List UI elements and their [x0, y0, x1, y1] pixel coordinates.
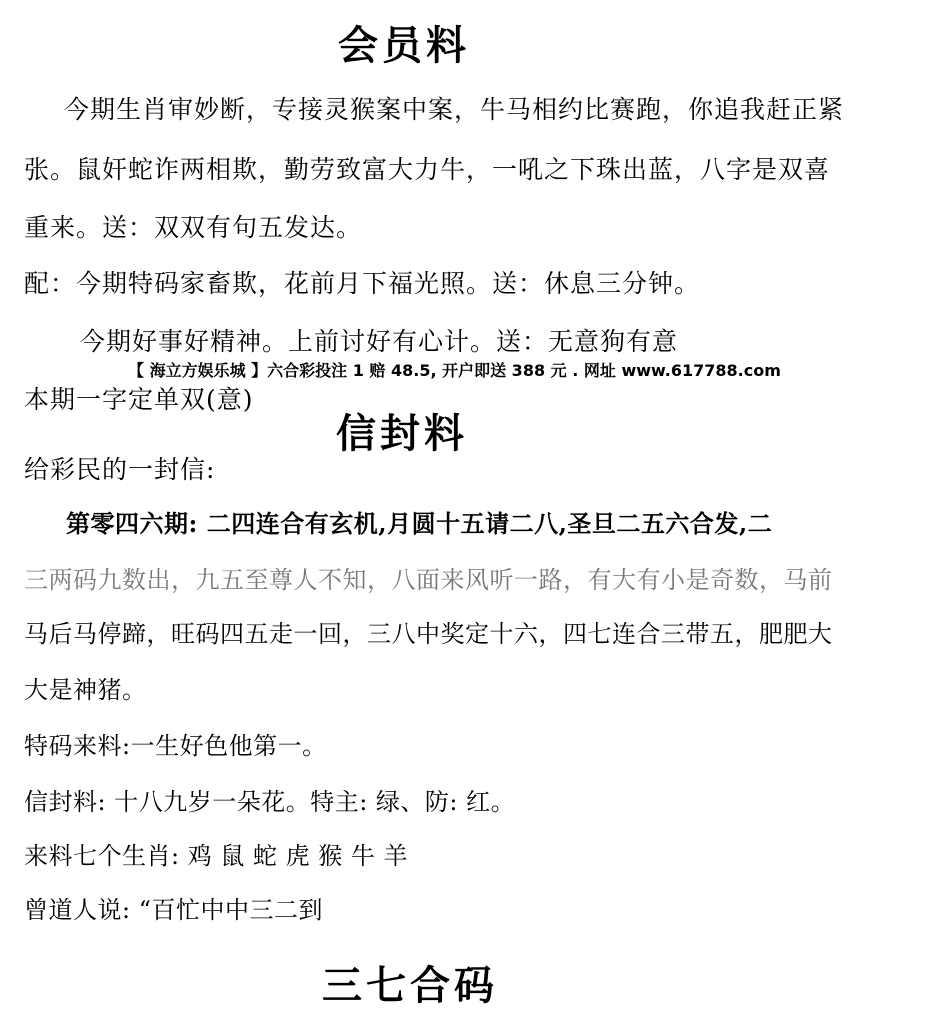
single-double-line: 本期一字定单双(意) — [24, 385, 254, 414]
member-line-5: 今期好事好精神。上前讨好有心计。送：无意狗有意 — [80, 327, 679, 356]
member-line-1: 今期生肖审妙断，专接灵猴案中案，牛马相约比赛跑，你追我赶正紧 — [64, 95, 845, 124]
envelope-line: 信封料: 十八九岁一朵花。特主: 绿、防: 红。 — [24, 788, 516, 816]
section-title-member: 会员料 — [338, 22, 470, 69]
daoist-line: 曾道人说: “百忙中中三二到 — [24, 896, 323, 924]
envelope-para-line-2: 三两码九数出，九五至尊人不知，八面来风听一路，有大有小是奇数，马前 — [24, 566, 833, 594]
envelope-para-line-4: 大是神猪。 — [24, 676, 147, 704]
envelope-para-line-1: 第零四六期: 二四连合有玄机,月圆十五请二八,圣旦二五六合发,二 — [66, 509, 773, 538]
special-code-line: 特码来料:一生好色他第一。 — [24, 732, 327, 760]
section-title-envelope: 信封料 — [336, 410, 468, 457]
section-title-37-codes: 三七合码 — [322, 962, 498, 1009]
member-line-3: 重来。送：双双有句五发达。 — [24, 213, 363, 242]
member-line-4: 配：今期特码家畜欺，花前月下福光照。送：休息三分钟。 — [24, 269, 701, 298]
envelope-greeting: 给彩民的一封信: — [24, 455, 216, 484]
member-line-2: 张。鼠奸蛇诈两相欺，勤劳致富大力牛，一吼之下珠出蓝，八字是双喜 — [24, 155, 831, 184]
envelope-para-line-3: 马后马停蹄，旺码四五走一回，三八中奖定十六，四七连合三带五，肥肥大 — [24, 620, 833, 648]
ad-banner: 【 海立方娱乐城 】六合彩投注 1 赔 48.5, 开户即送 388 元 . 网址 www.617788.com — [128, 361, 781, 380]
zodiac-line: 来料七个生肖: 鸡 鼠 蛇 虎 猴 牛 羊 — [24, 842, 408, 870]
